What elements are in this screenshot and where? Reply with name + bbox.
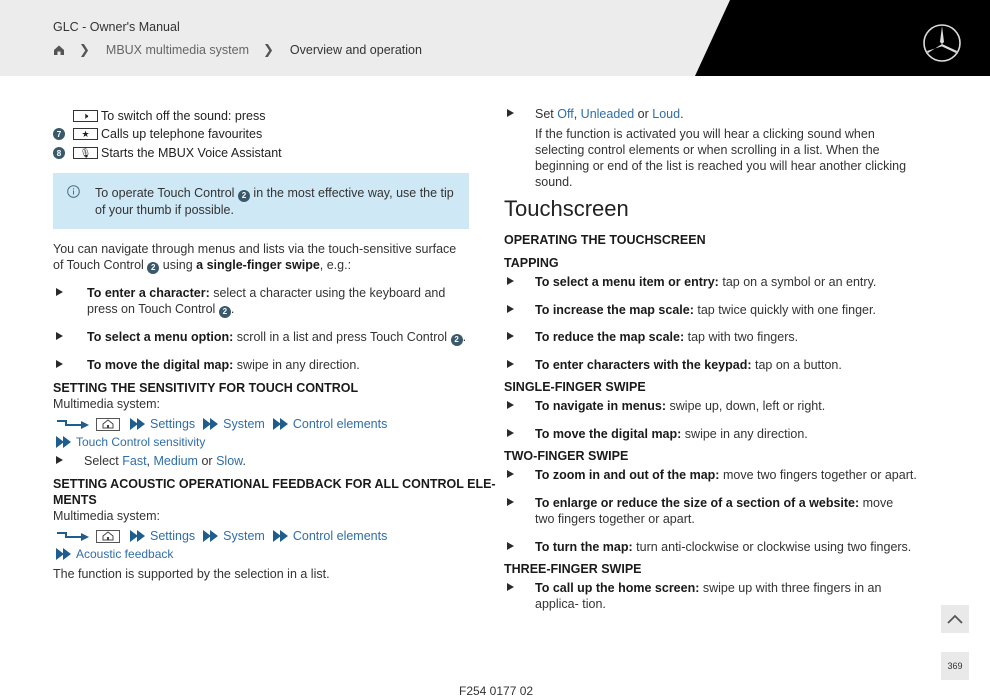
number-badge: 2 — [147, 262, 159, 274]
nav-item-label[interactable]: Settings — [150, 417, 196, 431]
period: . — [680, 107, 684, 121]
double-arrow-icon — [56, 436, 72, 448]
section-heading-cont: MENTS — [53, 493, 97, 507]
list-item-body: swipe in any direction. — [236, 358, 360, 372]
list-item-bold: To move the digital map: — [535, 427, 682, 441]
list-item-bold: To zoom in and out of the map: — [535, 468, 720, 482]
group-heading: THREE-FINGER SWIPE — [504, 562, 642, 576]
list-item-bold: To call up the home screen: — [535, 581, 700, 595]
function-note: The function is supported by the selection in a list. — [53, 567, 330, 581]
list-item-text — [535, 580, 910, 612]
list-item-body: move two fingers together or apart. — [722, 468, 917, 482]
list-item-text — [535, 398, 920, 414]
bullet-arrow-icon — [507, 360, 514, 368]
intro-paragraph — [53, 241, 469, 274]
nav-item-label[interactable]: Acoustic feedback — [76, 547, 174, 561]
icon-row-text: Calls up telephone favourites — [101, 127, 263, 141]
nav-item-label[interactable]: Control elements — [292, 529, 388, 543]
bullet-arrow-icon — [507, 401, 514, 409]
double-arrow-icon — [130, 418, 146, 430]
option-loud[interactable]: Loud — [652, 107, 681, 121]
nav-path — [56, 416, 395, 432]
list-item-body: scroll in a list and press Touch Control — [236, 330, 448, 344]
set-description: If the function is activated you will hear a clicking sound when selecting control elements or when scrolling in a list. When the beginning or end of the list is reached you will hear another clicking sound. — [535, 127, 907, 189]
list-item-bold: To enlarge or reduce the size of a section of a website: — [535, 496, 860, 510]
intro-bold: a single-finger swipe — [196, 258, 320, 272]
nav-item-system[interactable] — [203, 529, 265, 543]
bullet-arrow-icon — [507, 498, 514, 506]
section-heading: OPERATING THE TOUCHSCREEN — [504, 233, 706, 247]
intro-text: You can navigate through menus and lists via the touch-sensitive surface of Touch Control — [53, 242, 457, 272]
intro-text: using — [162, 258, 193, 272]
home-key-icon — [96, 530, 120, 543]
nav-path — [56, 528, 395, 544]
info-icon — [67, 185, 80, 198]
home-icon[interactable] — [53, 44, 65, 56]
double-arrow-icon — [203, 530, 219, 542]
list-item-bold: To reduce the map scale: — [535, 330, 685, 344]
nav-item-control-elements[interactable] — [273, 417, 388, 431]
section-heading: SETTING THE SENSITIVITY FOR TOUCH CONTROL — [53, 381, 359, 395]
nav-path-cont — [56, 546, 181, 562]
bullet-arrow-icon — [507, 583, 514, 591]
set-prefix: Set — [535, 107, 554, 121]
list-item-text — [535, 357, 920, 373]
scroll-to-top-button[interactable] — [941, 605, 969, 633]
list-item-text — [84, 453, 246, 469]
list-item-body: swipe up with three fingers in an applica- tion. — [535, 581, 882, 611]
mercedes-star-logo — [922, 23, 962, 63]
section-heading: SETTING ACOUSTIC OPERATIONAL FEEDBACK FOR ALL CONTROL ELE- — [53, 477, 496, 491]
bullet-arrow-icon — [56, 360, 63, 368]
list-item-body: select a character using the keyboard and press on Touch Control — [87, 286, 446, 316]
star-key-icon: ★ — [73, 128, 98, 140]
section-subheading: Multimedia system: — [53, 509, 160, 523]
bullet-arrow-icon — [56, 456, 63, 464]
note-part: To operate Touch Control — [95, 186, 235, 200]
group-heading: TAPPING — [504, 256, 559, 270]
list-item-text — [535, 302, 920, 318]
bullet-arrow-icon — [56, 288, 63, 296]
nav-item-acoustic-feedback[interactable] — [56, 547, 173, 561]
number-badge: 2 — [219, 306, 231, 318]
bullet-arrow-icon — [56, 332, 63, 340]
bullet-arrow-icon — [507, 305, 514, 313]
list-item-body: move two fingers together or apart. — [535, 496, 894, 526]
number-badge: 8 — [53, 147, 65, 159]
list-item-text — [87, 285, 467, 318]
number-badge: 2 — [451, 334, 463, 346]
period: . — [242, 454, 246, 468]
note-part: in the most effective way, use the tip of your thumb if possible. — [95, 186, 454, 217]
list-item-bold: To enter characters with the keypad: — [535, 358, 752, 372]
list-item-body: swipe up, down, left or right. — [669, 399, 826, 413]
nav-item-label[interactable]: Settings — [150, 529, 196, 543]
mute-key-icon: 🕨 — [73, 110, 98, 122]
option-off[interactable]: Off — [557, 107, 574, 121]
or-word: or — [637, 107, 649, 121]
list-item-body: tap with two fingers. — [687, 330, 799, 344]
nav-path-cont — [56, 434, 213, 450]
chevron-right-icon: ❯ — [263, 42, 274, 57]
list-item-body: tap on a button. — [754, 358, 842, 372]
list-item-body: tap on a symbol or an entry. — [722, 275, 877, 289]
breadcrumb-item-multimedia[interactable]: MBUX multimedia system — [105, 43, 249, 57]
breadcrumb-item-current: Overview and operation — [289, 43, 422, 57]
home-key-icon — [96, 418, 120, 431]
list-item-text — [87, 357, 467, 373]
bullet-arrow-icon — [507, 470, 514, 478]
list-item-bold: To navigate in menus: — [535, 399, 667, 413]
note-text — [95, 185, 455, 219]
group-heading: SINGLE-FINGER SWIPE — [504, 380, 646, 394]
doc-title: GLC - Owner's Manual — [53, 20, 180, 34]
nav-item-system[interactable] — [203, 417, 265, 431]
bullet-arrow-icon — [507, 109, 514, 117]
nav-item-settings[interactable] — [130, 529, 195, 543]
voice-key-icon: 🎙 — [73, 147, 98, 159]
select-prefix: Select — [84, 454, 119, 468]
option-slow[interactable]: Slow — [216, 454, 243, 468]
list-item-bold: To move the digital map: — [87, 358, 234, 372]
option-medium[interactable]: Medium — [153, 454, 198, 468]
page-number-label: 369 — [947, 661, 963, 671]
list-item-text — [535, 426, 920, 442]
list-item-body: turn anti-clockwise or clockwise using two fingers. — [636, 540, 912, 554]
breadcrumb — [53, 42, 422, 58]
info-note — [53, 173, 469, 229]
hook-arrow-icon — [56, 530, 90, 542]
list-item-body: swipe in any direction. — [684, 427, 808, 441]
double-arrow-icon — [130, 530, 146, 542]
list-item-bold: To turn the map: — [535, 540, 633, 554]
up-arrow-icon — [947, 614, 963, 624]
list-item-text — [535, 274, 920, 290]
list-item-bold: To increase the map scale: — [535, 303, 694, 317]
bullet-arrow-icon — [507, 542, 514, 550]
list-item-tail: . — [230, 302, 235, 316]
option-unleaded[interactable]: Unleaded — [580, 107, 635, 121]
comma: , — [573, 107, 578, 121]
list-item-bold: To select a menu option: — [87, 330, 234, 344]
list-item-bold: To enter a character: — [87, 286, 210, 300]
list-item-text — [535, 539, 920, 555]
intro-text: , e.g.: — [319, 258, 352, 272]
list-item-tail: . — [462, 330, 467, 344]
nav-item-label[interactable]: Control elements — [292, 417, 388, 431]
list-item-body: tap twice quickly with one finger. — [697, 303, 876, 317]
nav-item-settings[interactable] — [130, 417, 195, 431]
list-item-text — [535, 329, 920, 345]
page-title: Touchscreen — [504, 196, 629, 221]
nav-item-label[interactable]: System — [223, 417, 265, 431]
bullet-arrow-icon — [507, 277, 514, 285]
option-fast[interactable]: Fast — [122, 454, 147, 468]
double-arrow-icon — [56, 548, 72, 560]
bullet-arrow-icon — [507, 332, 514, 340]
nav-item-label[interactable]: Touch Control sensitivity — [76, 435, 206, 449]
bullet-arrow-icon — [507, 429, 514, 437]
group-heading: TWO-FINGER SWIPE — [504, 449, 629, 463]
section-subheading: Multimedia system: — [53, 397, 160, 411]
chevron-right-icon: ❯ — [79, 42, 90, 57]
nav-item-control-elements[interactable] — [273, 529, 388, 543]
double-arrow-icon — [273, 418, 289, 430]
number-badge: 7 — [53, 128, 65, 140]
double-arrow-icon — [273, 530, 289, 542]
icon-row-text: Starts the MBUX Voice Assistant — [101, 146, 282, 160]
double-arrow-icon — [203, 418, 219, 430]
nav-item-touch-sensitivity[interactable] — [56, 435, 205, 449]
nav-item-label[interactable]: System — [223, 529, 265, 543]
list-item-text — [535, 467, 920, 483]
list-item-text — [535, 106, 684, 122]
or-word: or — [201, 454, 213, 468]
hook-arrow-icon — [56, 418, 90, 430]
page-number-button[interactable] — [941, 652, 969, 680]
figure-code: F254 0177 02 — [459, 684, 534, 698]
list-item-bold: To select a menu item or entry: — [535, 275, 719, 289]
icon-row-text: To switch off the sound: press — [101, 109, 266, 123]
list-item-text — [87, 329, 469, 346]
comma: , — [146, 454, 151, 468]
list-item-text — [535, 495, 905, 527]
number-badge: 2 — [238, 190, 250, 202]
